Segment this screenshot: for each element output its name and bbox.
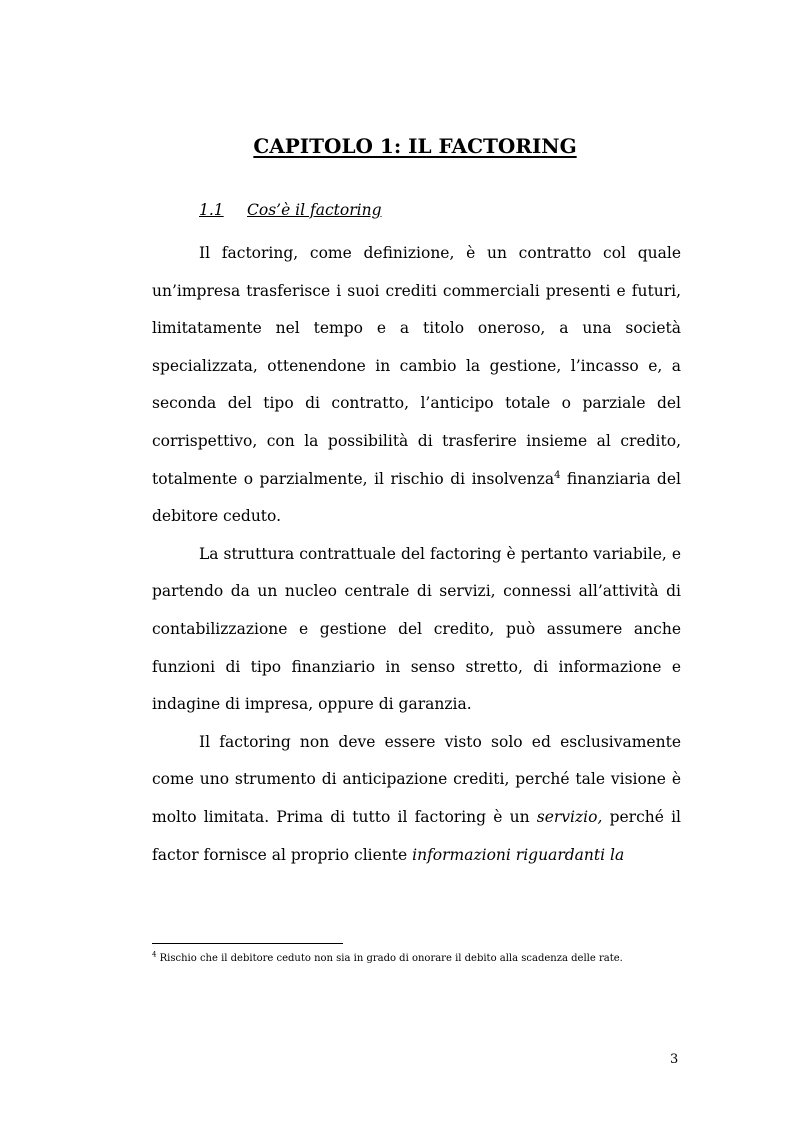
chapter-title: CAPITOLO 1: IL FACTORING bbox=[253, 134, 577, 158]
paragraph-3-text-a: Il factoring non deve essere visto solo ed esclusivamente come uno strumento di anticipazione crediti, perché tale visione è molto limitata. Prima di tutto il factoring è un bbox=[152, 732, 681, 826]
paragraph-1-text-b: finanziaria del debitore ceduto. bbox=[152, 469, 681, 526]
footnote-reference[interactable]: 4 bbox=[554, 469, 561, 481]
paragraph-1 bbox=[152, 235, 681, 536]
paragraph-3-emphasis-b: informazioni riguardanti la bbox=[412, 845, 625, 864]
page-number: 3 bbox=[670, 1052, 679, 1067]
footnote bbox=[152, 950, 623, 964]
section-title: Cos’è il factoring bbox=[247, 201, 382, 219]
paragraph-2: La struttura contrattuale del factoring è pertanto variabile, e partendo da un nucleo centrale di servizi, connessi all’attività di contabilizzazione e gestione del credito, può assumere anche funzioni di tipo finanziario in senso stretto, di informazione e indagine di impresa, oppure di garanzia. bbox=[152, 544, 681, 714]
paragraph-3-text-b: perché il factor fornisce al proprio cliente bbox=[152, 807, 681, 864]
paragraph-1-text-a: Il factoring, come definizione, è un contratto col quale un’impresa trasferisce i suoi crediti commerciali presenti e futuri, limitatamente nel tempo e a titolo oneroso, a una società specializzata, ottenendone in cambio la gestione, l’incasso e, a seconda del tipo di contratto, l’anticipo totale o parziale del corrispettivo, con la possibilità di trasferire insieme al credito, totalmente o parzialmente, il rischio di insolvenza bbox=[152, 244, 681, 488]
paragraph-3-emphasis-a: servizio, bbox=[536, 807, 603, 826]
footnote-separator bbox=[152, 943, 343, 944]
footnote-text: Rischio che il debitore ceduto non sia in grado di onorare il debito alla scadenza delle rate. bbox=[156, 953, 623, 964]
footnote-marker: 4 bbox=[152, 950, 157, 959]
section-number: 1.1 bbox=[199, 201, 224, 219]
body-text bbox=[152, 235, 681, 874]
paragraph-3 bbox=[152, 724, 681, 874]
section-heading bbox=[199, 201, 382, 219]
